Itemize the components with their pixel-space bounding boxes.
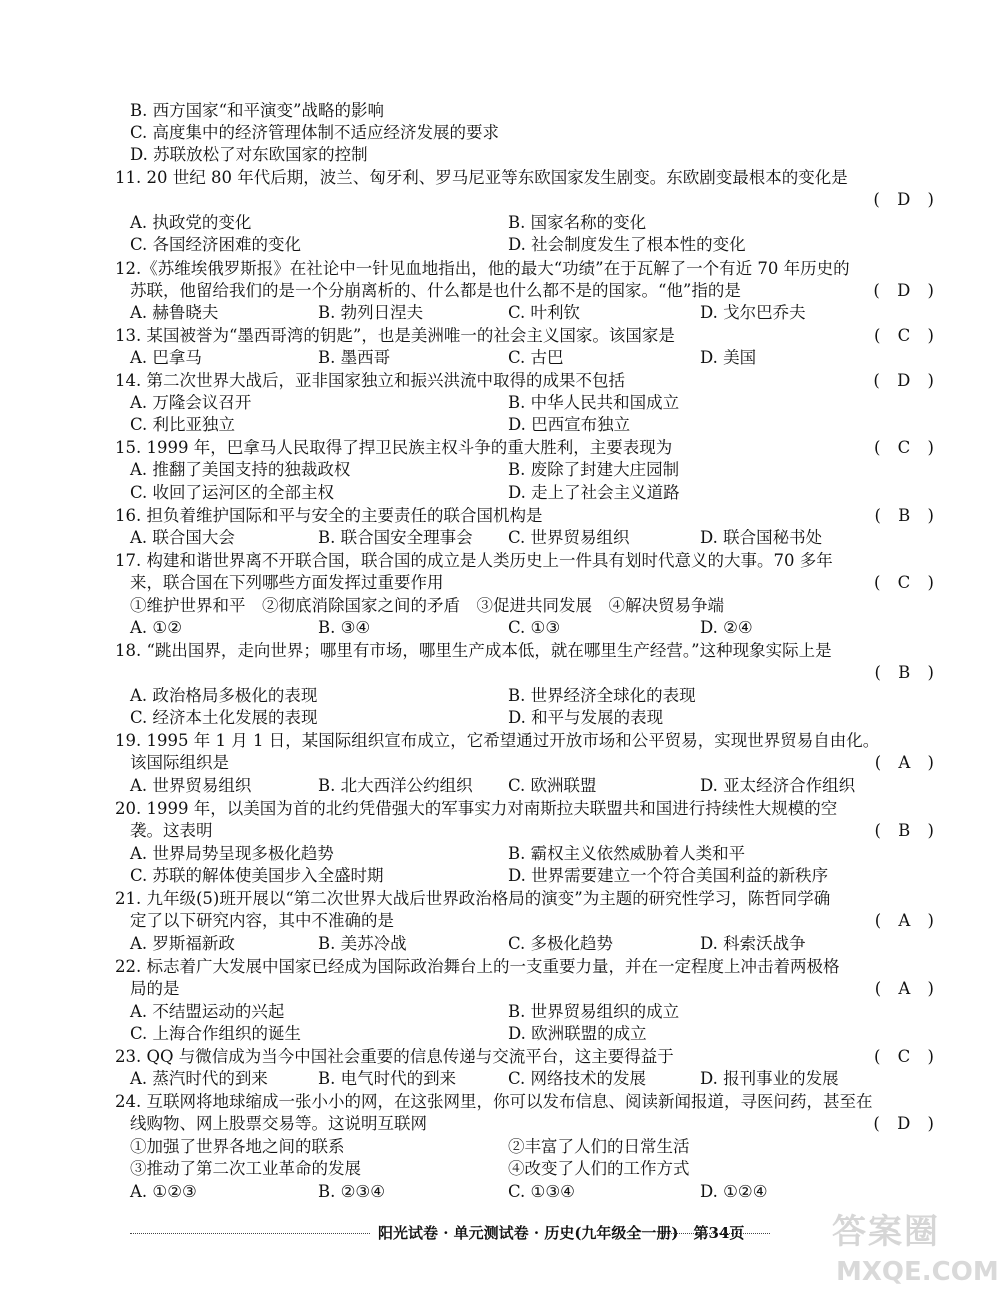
line-segment: B. 勃列日涅夫 (318, 303, 424, 322)
line-segment: 15. 1999 年，巴拿马人民取得了捍卫民族主权斗争的重大胜利，主要表现为 (115, 438, 673, 457)
text-line (0, 798, 1000, 820)
line-segment: B. 北大西洋公约组织 (318, 776, 473, 795)
text-line (0, 370, 1000, 392)
footer-dotted-rule-right (660, 1233, 770, 1234)
line-segment: B. ③④ (318, 618, 371, 637)
watermark-logo: 答案圈 (832, 1212, 940, 1252)
line-segment: B. 国家名称的变化 (508, 213, 647, 232)
line-segment: A. 巴拿马 (130, 348, 202, 367)
line-segment: D. 科索沃战争 (700, 934, 806, 953)
line-segment: ①维护世界和平 ②彻底消除国家之间的矛盾 ③促进共同发展 ④解决贸易争端 (130, 596, 724, 615)
line-segment: A. 世界局势呈现多极化趋势 (130, 844, 334, 863)
line-segment: 线购物、网上股票交易等。这说明互联网 (130, 1114, 427, 1133)
text-line (0, 662, 1000, 684)
text-line (0, 933, 1000, 955)
text-line (0, 302, 1000, 324)
line-segment: A. 执政党的变化 (130, 213, 252, 232)
line-segment: B. 联合国安全理事会 (318, 528, 473, 547)
text-line (0, 212, 1000, 234)
line-segment: B. 西方国家“和平演变”战略的影响 (130, 101, 384, 120)
line-segment: 20. 1999 年，以美国为首的北约凭借强大的军事实力对南斯拉夫联盟共和国进行持续性大规模的空 (115, 799, 838, 818)
line-segment: A. 赫鲁晓夫 (130, 303, 219, 322)
line-segment: 14. 第二次世界大战后，亚非国家独立和振兴洪流中取得的成果不包括 (115, 371, 625, 390)
line-segment: C. 经济本土化发展的表现 (130, 708, 318, 727)
text-line (0, 1136, 1000, 1158)
text-line (0, 437, 1000, 459)
text-line (0, 1091, 1000, 1113)
text-line (0, 1068, 1000, 1090)
text-line (0, 572, 1000, 594)
line-segment: 袭。这表明 (130, 821, 213, 840)
line-segment: D. 走上了社会主义道路 (508, 483, 680, 502)
line-segment: D. 美国 (700, 348, 757, 367)
text-line (0, 1046, 1000, 1068)
text-line (0, 820, 1000, 842)
line-segment: C. ①③④ (508, 1182, 575, 1201)
text-line (0, 459, 1000, 481)
line-segment: 12.《苏维埃俄罗斯报》在社论中一针见血地指出，他的最大“功绩”在于瓦解了一个有近 70 年历史的 (115, 259, 850, 278)
line-segment: 来，联合国在下列哪些方面发挥过重要作用 (130, 573, 444, 592)
line-segment: 18. “跳出国界，走向世界；哪里有市场，哪里生产成本低，就在哪里生产经营。”这种现象实际上是 (115, 641, 832, 660)
text-line (0, 550, 1000, 572)
line-segment: B. 电气时代的到来 (318, 1069, 457, 1088)
line-segment: 13. 某国被誉为“墨西哥湾的钥匙”，也是美洲唯一的社会主义国家。该国家是 (115, 326, 675, 345)
line-segment: ①加强了世界各地之间的联系 (130, 1137, 345, 1156)
line-segment: A. 罗斯福新政 (130, 934, 235, 953)
line-segment: A. 联合国大会 (130, 528, 235, 547)
line-segment: D. ①②④ (700, 1182, 768, 1201)
answer-bracket: ( A ) (874, 979, 940, 998)
line-segment: A. ①② (130, 618, 182, 637)
line-segment: C. 古巴 (508, 348, 564, 367)
text-line (0, 617, 1000, 639)
line-segment: B. 废除了封建大庄园制 (508, 460, 680, 479)
line-segment: C. 多极化趋势 (508, 934, 614, 953)
text-line (0, 234, 1000, 256)
line-segment: A. 推翻了美国支持的独裁政权 (130, 460, 351, 479)
text-line (0, 685, 1000, 707)
line-segment: 该国际组织是 (130, 753, 229, 772)
text-line (0, 1001, 1000, 1023)
footer-label: 阳光试卷 · 单元测试卷 · 历史(九年级全一册) 第34页 (378, 1224, 745, 1242)
answer-bracket: ( C ) (874, 326, 940, 345)
line-segment: A. 政治格局多极化的表现 (130, 686, 318, 705)
line-segment: A. 万隆会议召开 (130, 393, 252, 412)
line-segment: D. 报刊事业的发展 (700, 1069, 839, 1088)
text-line (0, 505, 1000, 527)
text-line (0, 1113, 1000, 1135)
line-segment: D. 欧洲联盟的成立 (508, 1024, 647, 1043)
line-segment: C. 收回了运河区的全部主权 (130, 483, 335, 502)
line-segment: A. 世界贸易组织 (130, 776, 252, 795)
line-segment: D. 亚太经济合作组织 (700, 776, 856, 795)
line-segment: D. 世界需要建立一个符合美国利益的新秩序 (508, 866, 829, 885)
line-segment: ④改变了人们的工作方式 (508, 1159, 690, 1178)
line-segment: 17. 构建和谐世界离不开联合国，联合国的成立是人类历史上一件具有划时代意义的大事。70 多年 (115, 551, 833, 570)
line-segment: D. 戈尔巴乔夫 (700, 303, 806, 322)
line-segment: 23. QQ 与微信成为当今中国社会重要的信息传递与交流平台，这主要得益于 (115, 1047, 674, 1066)
line-segment: C. 网络技术的发展 (508, 1069, 647, 1088)
text-line (0, 595, 1000, 617)
line-segment: A. 不结盟运动的兴起 (130, 1002, 285, 1021)
line-segment: D. 巴西宣布独立 (508, 415, 631, 434)
text-line (0, 978, 1000, 1000)
answer-bracket: ( C ) (874, 1047, 940, 1066)
text-line (0, 527, 1000, 549)
line-segment: 苏联，他留给我们的是一个分崩离析的、什么都是也什么都不是的国家。“他”指的是 (130, 281, 741, 300)
line-segment: C. ①③ (508, 618, 561, 637)
text-line (0, 167, 1000, 189)
line-segment: B. 世界经济全球化的表现 (508, 686, 696, 705)
text-line (0, 414, 1000, 436)
text-line (0, 752, 1000, 774)
line-segment: 24. 互联网将地球缩成一张小小的网，在这张网里，你可以发布信息、阅读新闻报道，寻医问药，甚至在 (115, 1092, 873, 1111)
line-segment: C. 高度集中的经济管理体制不适应经济发展的要求 (130, 123, 500, 142)
line-segment: 局的是 (130, 979, 180, 998)
line-segment: D. 社会制度发生了根本性的变化 (508, 235, 746, 254)
text-line (0, 865, 1000, 887)
line-segment: C. 上海合作组织的诞生 (130, 1024, 302, 1043)
answer-bracket: ( D ) (873, 1114, 940, 1133)
text-line (0, 888, 1000, 910)
site-watermark (832, 1212, 999, 1292)
line-segment: D. 联合国秘书处 (700, 528, 823, 547)
line-segment: B. 中华人民共和国成立 (508, 393, 680, 412)
text-line (0, 730, 1000, 752)
line-segment: ②丰富了人们的日常生活 (508, 1137, 690, 1156)
text-line (0, 843, 1000, 865)
line-segment: C. 叶利钦 (508, 303, 581, 322)
text-line (0, 189, 1000, 211)
line-segment: 16. 担负着维护国际和平与安全的主要责任的联合国机构是 (115, 506, 543, 525)
answer-bracket: ( D ) (873, 190, 940, 209)
answer-bracket: ( B ) (874, 506, 940, 525)
line-segment: B. 墨西哥 (318, 348, 391, 367)
line-segment: 定了以下研究内容，其中不准确的是 (130, 911, 394, 930)
line-segment: C. 世界贸易组织 (508, 528, 630, 547)
answer-bracket: ( D ) (873, 281, 940, 300)
footer-dotted-rule-left (130, 1233, 370, 1234)
text-line (0, 707, 1000, 729)
text-line (0, 956, 1000, 978)
text-line (0, 1181, 1000, 1203)
line-segment: ③推动了第二次工业革命的发展 (130, 1159, 361, 1178)
line-segment: C. 欧洲联盟 (508, 776, 597, 795)
answer-bracket: ( D ) (873, 371, 940, 390)
line-segment: C. 利比亚独立 (130, 415, 236, 434)
text-line (0, 280, 1000, 302)
line-segment: 21. 九年级(5)班开展以“第二次世界大战后世界政治格局的演变”为主题的研究性学习，陈哲同学确 (115, 889, 831, 908)
answer-bracket: ( A ) (874, 753, 940, 772)
text-line (0, 910, 1000, 932)
line-segment: 19. 1995 年 1 月 1 日，某国际组织宣布成立，它希望通过开放市场和公平贸易，实现世界贸易自由化。 (115, 731, 880, 750)
line-segment: B. 霸权主义依然威胁着人类和平 (508, 844, 746, 863)
text-line (0, 122, 1000, 144)
line-segment: 11. 20 世纪 80 年代后期，波兰、匈牙利、罗马尼亚等东欧国家发生剧变。东欧剧变最根本的变化是 (115, 168, 848, 187)
text-line (0, 775, 1000, 797)
answer-bracket: ( C ) (874, 573, 940, 592)
line-segment: B. ②③④ (318, 1182, 385, 1201)
answer-bracket: ( C ) (874, 438, 940, 457)
text-line (0, 347, 1000, 369)
line-segment: D. 和平与发展的表现 (508, 708, 664, 727)
answer-bracket: ( B ) (874, 663, 940, 682)
text-line (0, 1158, 1000, 1180)
watermark-url: MXQE.COM (836, 1257, 999, 1287)
text-line (0, 144, 1000, 166)
line-segment: 22. 标志着广大发展中国家已经成为国际政治舞台上的一支重要力量，并在一定程度上冲击着两极格 (115, 957, 840, 976)
text-line (0, 258, 1000, 280)
line-segment: B. 世界贸易组织的成立 (508, 1002, 680, 1021)
line-segment: C. 苏联的解体使美国步入全盛时期 (130, 866, 384, 885)
text-line (0, 482, 1000, 504)
text-line (0, 1023, 1000, 1045)
line-segment: B. 美苏冷战 (318, 934, 407, 953)
text-line (0, 640, 1000, 662)
line-segment: C. 各国经济困难的变化 (130, 235, 302, 254)
text-line (0, 100, 1000, 122)
answer-bracket: ( A ) (874, 911, 940, 930)
text-line (0, 392, 1000, 414)
text-line (0, 325, 1000, 347)
page-footer (130, 1223, 890, 1243)
answer-bracket: ( B ) (874, 821, 940, 840)
line-segment: D. 苏联放松了对东欧国家的控制 (130, 145, 368, 164)
line-segment: A. ①②③ (130, 1182, 197, 1201)
line-segment: D. ②④ (700, 618, 753, 637)
line-segment: A. 蒸汽时代的到来 (130, 1069, 268, 1088)
